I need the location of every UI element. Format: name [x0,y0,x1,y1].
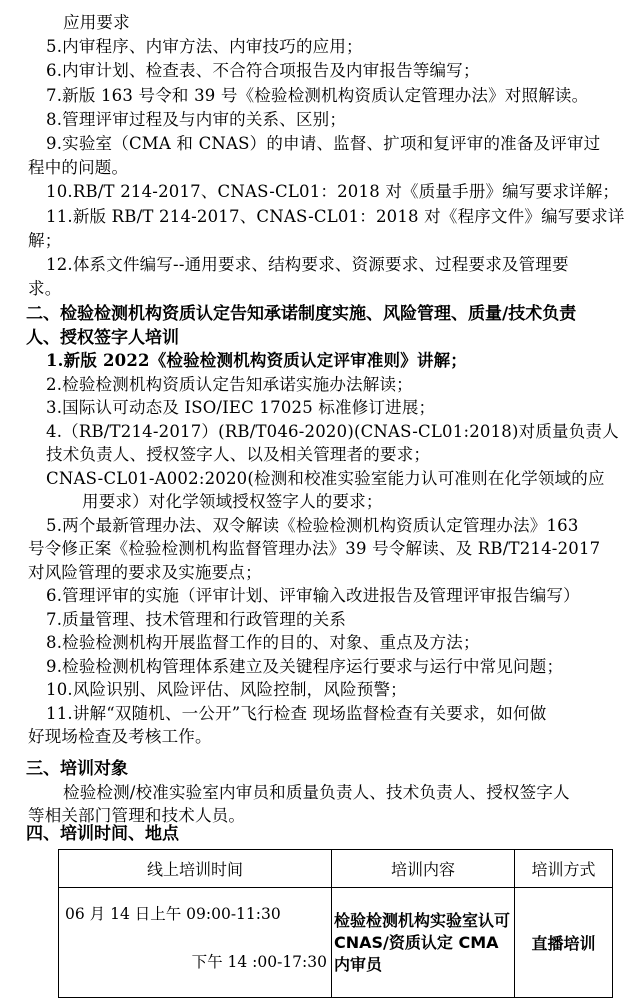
list-item: 9.实验室（CMA 和 CNAS）的申请、监督、扩项和复评审的准备及评审过 [46,134,601,153]
list-item-continuation: CNAS-CL01-A002:2020(检测和校准实验室能力认可准则在化学领域的应 [46,468,605,488]
list-item: 12.体系文件编写--通用要求、结构要求、资源要求、过程要求及管理要 [46,255,569,274]
list-item: 11.讲解“双随机、一公开”飞行检查 现场监督检查有关要求，如何做 [46,703,547,723]
list-item-continuation: 程中的问题。 [28,158,129,178]
list-item: 7.质量管理、技术管理和行政管理的关系 [46,609,347,629]
list-item: 5.两个最新管理办法、双令解读《检验检测机构资质认定管理办法》163 [46,515,579,535]
time-afternoon: 下午 14 :00-17:30 [191,953,327,971]
list-item: 9.检验检测机构管理体系建立及关键程序运行要求与运行中常见问题； [46,656,564,676]
list-item: 8.检验检测机构开展监督工作的目的、对象、重点及方法； [46,633,480,652]
list-item-continuation: 号令修正案《检验检测机构监督管理办法》39 号令解读、及 RB/T214-2017 [28,539,601,558]
list-item-continuation: 好现场检查及考核工作。 [28,727,212,746]
section-heading: 四、培训时间、地点 [26,824,179,844]
header-content: 培训内容 [332,850,515,888]
section-heading: 三、培训对象 [26,759,128,779]
list-item: 10.RB/T 214-2017、CNAS-CL01：2018 对《质量手册》编写要求详解； [46,182,620,202]
section-heading: 二、检验检测机构资质认定告知承诺制度实施、风险管理、质量/技术负责 [26,304,577,324]
list-item: 11.新版 RB/T 214-2017、CNAS-CL01：2018 对《程序文件》编写要求详 [46,206,625,226]
list-item: 3.国际认可动态及 ISO/IEC 17025 标准修订进展； [46,398,436,417]
text-line: 应用要求 [63,13,130,32]
list-item: 8.管理评审过程及与内审的关系、区别； [46,109,347,129]
list-item-continuation: 用要求）对化学领域授权签字人的要求； [82,492,383,511]
list-item: 6.内审计划、检查表、不合符合项报告及内审报告等编写； [46,61,480,81]
list-item: 5.内审程序、内审方法、内审技巧的应用； [46,37,363,57]
list-item-continuation: 对风险管理的要求及实施要点； [28,562,262,582]
text-line: 检验检测/校准实验室内审员和质量负责人、技术负责人、授权签字人 [63,783,570,802]
list-item-continuation: 技术负责人、授权签字人、以及相关管理者的要求； [46,445,431,464]
list-item-continuation: 求。 [28,279,62,299]
time-morning: 06 月 14 日上午 09:00-11:30 [65,905,281,923]
list-item: 2.检验检测机构资质认定告知承诺实施办法解读； [46,374,413,394]
header-time: 线上培训时间 [59,850,332,888]
list-item: 7.新版 163 号令和 39 号《检验检测机构资质认定管理办法》对照解读。 [46,85,589,105]
content-cell: 检验检测机构实验室认可 CNAS/资质认定 CMA 内审员 [332,888,515,998]
list-item-continuation: 解； [28,230,62,250]
mode-cell: 直播培训 [515,888,613,998]
header-mode: 培训方式 [515,850,613,888]
text-line: 等相关部门管理和技术人员。 [28,806,246,825]
list-item: 6.管理评审的实施（评审计划、评审输入改进报告及管理评审报告编写） [46,586,580,605]
list-item: 1.新版 2022《检验检测机构资质认定评审准则》讲解； [46,351,467,370]
list-item: 10.风险识别、风险评估、风险控制，风险预警； [46,680,407,699]
list-item: 4.（RB/T214-2017）(RB/T046-2020)(CNAS-CL01:2018)对质量负责人 [46,421,619,441]
section-heading-continuation: 人、授权签字人培训 [26,328,179,348]
